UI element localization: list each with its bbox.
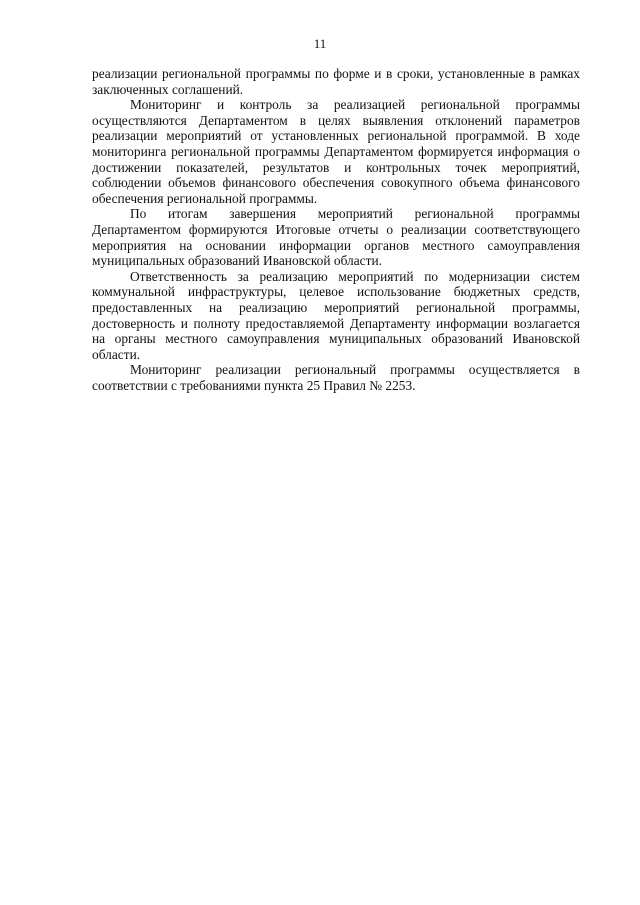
paragraph-continuation: реализации региональной программы по форме и в сроки, установленные в рамках заключенных соглашений. — [92, 66, 580, 97]
page-number: 11 — [313, 36, 327, 51]
paragraph-monitoring-rules: Мониторинг реализации региональный программы осуществляется в соответствии с требованиями пункта 25 Правил № 2253. — [92, 362, 580, 393]
paragraph-responsibility: Ответственность за реализацию мероприятий по модернизации систем коммунальной инфраструктуры, целевое использование бюджетных средств, предоставленных на реализацию мероприятий региональной программы, достоверность и полноту предоставляемой Департаменту информации возлагается на органы местного самоуправления муниципальных образований Ивановской области. — [92, 268, 580, 362]
document-body — [92, 66, 580, 393]
paragraph-monitoring-control: Мониторинг и контроль за реализацией региональной программы осуществляются Департаментом в целях выявления отклонений параметров реализации мероприятий от установленных региональной программой. В ходе мониторинга региональной программы Департаментом формируется информация о достижении показателей, результатов и контрольных точек мероприятий, соблюдении объемов финансового обеспечения совокупного объема финансового обеспечения региональной программы. — [92, 97, 580, 206]
paragraph-final-reports: По итогам завершения мероприятий региональной программы Департаментом формируются Итоговые отчеты о реализации соответствующего мероприятия на основании информации органов местного самоуправления муниципальных образований Ивановской области. — [92, 206, 580, 269]
